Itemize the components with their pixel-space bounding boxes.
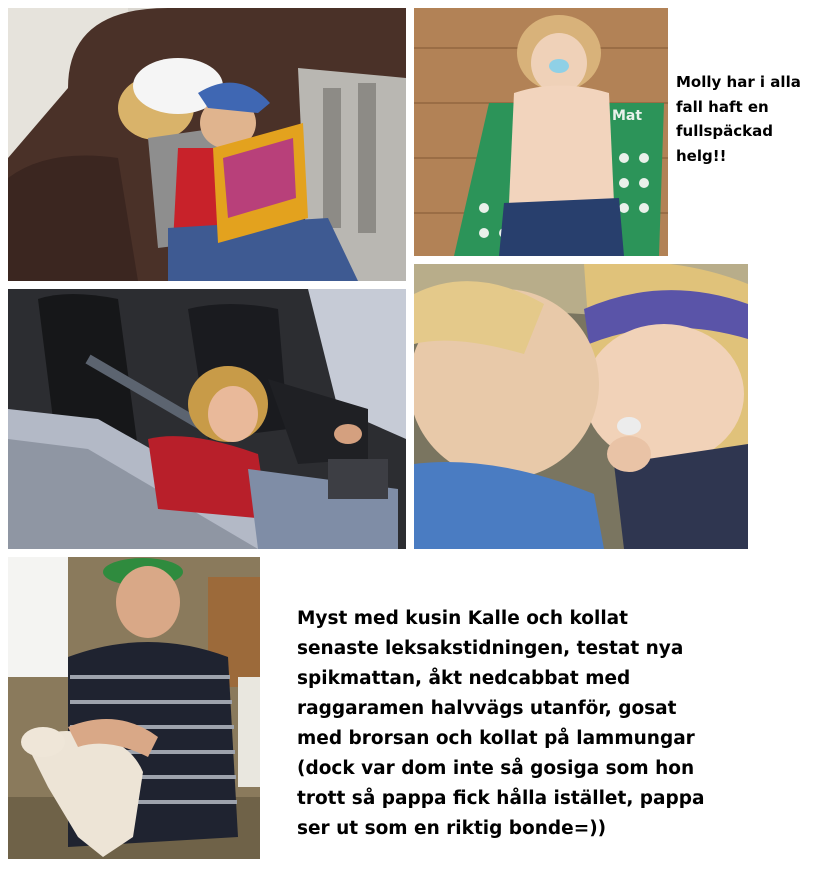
photo-sofa-reading	[8, 8, 406, 281]
main-caption-line: trott så pappa fick hålla istället, pappa	[297, 788, 705, 809]
photo-convertible	[8, 289, 406, 549]
main-caption-line: spikmattan, åkt nedcabbat med	[297, 668, 631, 689]
main-caption-line: ser ut som en riktig bonde=))	[297, 818, 607, 839]
main-caption-line: senaste leksakstidningen, testat nya	[297, 638, 684, 659]
main-caption-line: raggaramen halvvägs utanför, gosat	[297, 698, 677, 719]
photo-cuddling	[414, 264, 748, 549]
main-caption-line: med brorsan och kollat på lammungar	[297, 728, 695, 749]
main-caption	[297, 604, 817, 844]
side-caption	[676, 70, 811, 168]
main-caption-line: (dock var dom inte så gosiga som hon	[297, 758, 695, 779]
photo-spikmatta	[414, 8, 668, 256]
side-caption-line: fullspäckad	[676, 122, 774, 140]
side-caption-line: fall haft en	[676, 97, 769, 116]
photo-lamb	[8, 557, 260, 859]
side-caption-line: helg!!	[676, 146, 727, 165]
side-caption-line: Molly har i alla	[676, 73, 801, 91]
main-caption-line: Myst med kusin Kalle och kollat	[297, 608, 629, 629]
mat-label: Mat	[612, 108, 643, 124]
